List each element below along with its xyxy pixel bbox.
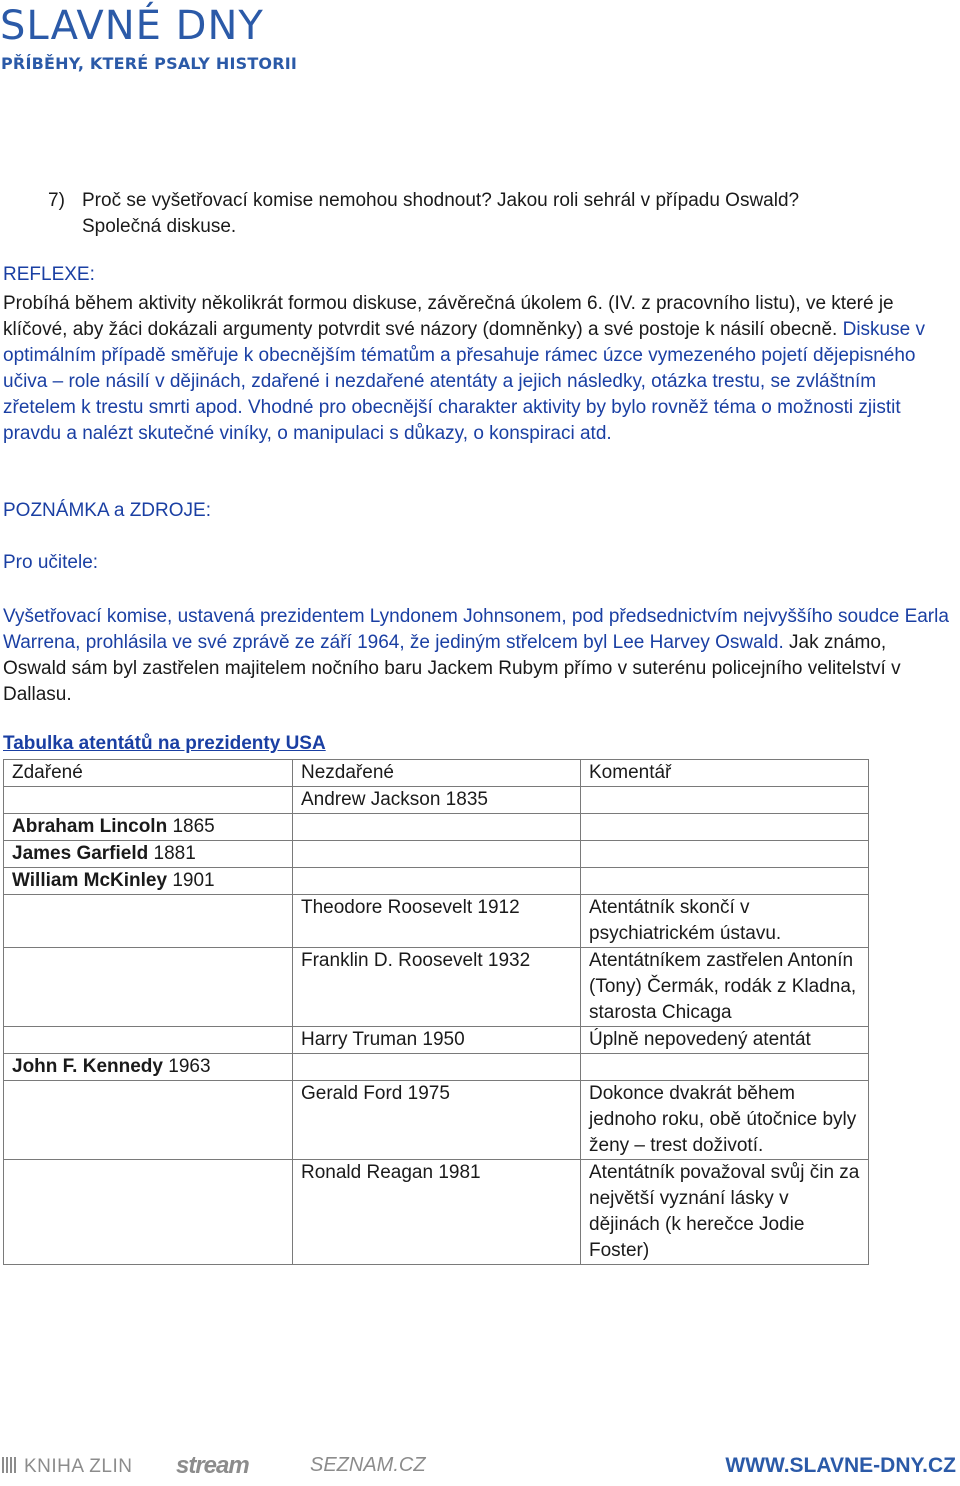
kniha-zlin-text: KNIHA ZLIN [24,1456,133,1477]
success-year: 1881 [148,843,196,864]
table-row [4,787,869,814]
success-year: 1865 [167,816,215,837]
table-row [4,1027,869,1054]
reflexe-text-part1: Probíhá během aktivity několikrát formou diskuse, závěrečná úkolem 6. (IV. z pracovního listu), ve které je klíčové, aby žáci dokázali argumenty potvrdit své názory (domněnky) a své postoje k násilí obecně. [3,293,894,340]
cell-failed: Theodore Roosevelt 1912 [293,895,581,948]
cell-success [4,814,293,841]
question-line-1: Proč se vyšetřovací komise nemohou shodnout? Jakou roli sehrál v případu Oswald? [82,190,800,211]
table-row [4,868,869,895]
kniha-zlin-logo [2,1456,132,1478]
cell-comment: Úplně nepovedený atentát [581,1027,869,1054]
success-year: 1963 [162,1056,211,1077]
cell-comment [581,787,869,814]
website-url[interactable]: WWW.SLAVNE-DNY.CZ [725,1454,956,1477]
cell-failed: Gerald Ford 1975 [293,1081,581,1160]
cell-failed [293,814,581,841]
success-name: John F. Kennedy [12,1056,163,1077]
cell-comment: Atentátníkem zastřelen Antonín (Tony) Čermák, rodák z Kladna, starosta Chicaga [581,948,869,1027]
cell-failed: Ronald Reagan 1981 [293,1160,581,1265]
stream-logo: stream [176,1452,249,1479]
cell-success [4,1160,293,1265]
header-failed: Nezdařené [293,760,581,787]
teacher-subheading: Pro učitele: [3,552,99,573]
table-row [4,948,869,1027]
cell-success [4,1054,293,1081]
table-title: Tabulka atentátů na prezidenty USA [3,733,326,754]
cell-comment [581,868,869,895]
table-row [4,1054,869,1081]
header-success: Zdařené [4,760,293,787]
cell-failed [293,868,581,895]
cell-comment: Atentátník považoval svůj čin za největší vyznání lásky v dějinách (k herečce Jodie Foster) [581,1160,869,1265]
table-row [4,841,869,868]
brand-title: SLAVNÉ DNY [0,3,264,49]
cell-comment [581,1054,869,1081]
question-line-2: Společná diskuse. [82,216,237,237]
reflexe-text [3,291,953,447]
cell-failed [293,1054,581,1081]
cell-success [4,948,293,1027]
cell-failed: Franklin D. Roosevelt 1932 [293,948,581,1027]
cell-comment [581,814,869,841]
table-row [4,1160,869,1265]
cell-success [4,841,293,868]
footer [0,1450,960,1486]
cell-success [4,868,293,895]
cell-comment: Atentátník skončí v psychiatrickém ústavu. [581,895,869,948]
question-number: 7) [48,190,65,211]
assassination-table [3,759,869,1265]
success-name: Abraham Lincoln [12,816,168,837]
cell-failed: Andrew Jackson 1835 [293,787,581,814]
cell-failed: Harry Truman 1950 [293,1027,581,1054]
success-name: James Garfield [12,843,149,864]
cell-failed [293,841,581,868]
notes-text-part1: Vyšetřovací komise, ustavená prezidentem Lyndonem Johnsonem, pod předsednictvím nejvyššího soudce Earla Warrena, prohlásila ve své zprávě ze září 1964, že jediným střelcem byl Lee Harvey Oswald. [3,606,949,653]
cell-comment [581,841,869,868]
cell-success [4,1027,293,1054]
table-row [4,895,869,948]
cell-success [4,895,293,948]
seznam-logo: SEZNAM.CZ [310,1454,426,1476]
success-name: William McKinley [12,870,168,891]
question-text [82,188,960,240]
reflexe-heading: REFLEXE: [3,264,95,285]
table-row [4,814,869,841]
notes-text-part2: Jak známo, Oswald sám byl zastřelen majitelem nočního baru Jackem Rubym přímo v suterénu policejního velitelství v Dallasu. [3,632,901,705]
cell-success [4,787,293,814]
reflexe-text-part2: Diskuse v optimálním případě směřuje k obecnějším tématům a přesahuje rámec úzce vymezeného pojetí dějepisného učiva – role násilí v dějinách, zdařené i nezdařené atentáty a jejich následky, otázka trestu, se zvláštním zřetelem k trestu smrti apod. Vhodné pro obecnější charakter aktivity by bylo rovněž téma o možnosti zjistit pravdu a nalézt skutečné viníky, o manipulaci s důkazy, o konspiraci atd. [3,319,925,444]
table-header-row [4,760,869,787]
success-year: 1901 [167,870,215,891]
barcode-icon [2,1457,18,1473]
table-row [4,1081,869,1160]
header-comment: Komentář [581,760,869,787]
notes-heading: POZNÁMKA a ZDROJE: [3,500,211,521]
cell-comment: Dokonce dvakrát během jednoho roku, obě útočnice byly ženy – trest doživotí. [581,1081,869,1160]
cell-success [4,1081,293,1160]
notes-text [3,604,953,708]
brand-subtitle: PŘÍBĚHY, KTERÉ PSALY HISTORII [1,54,298,73]
